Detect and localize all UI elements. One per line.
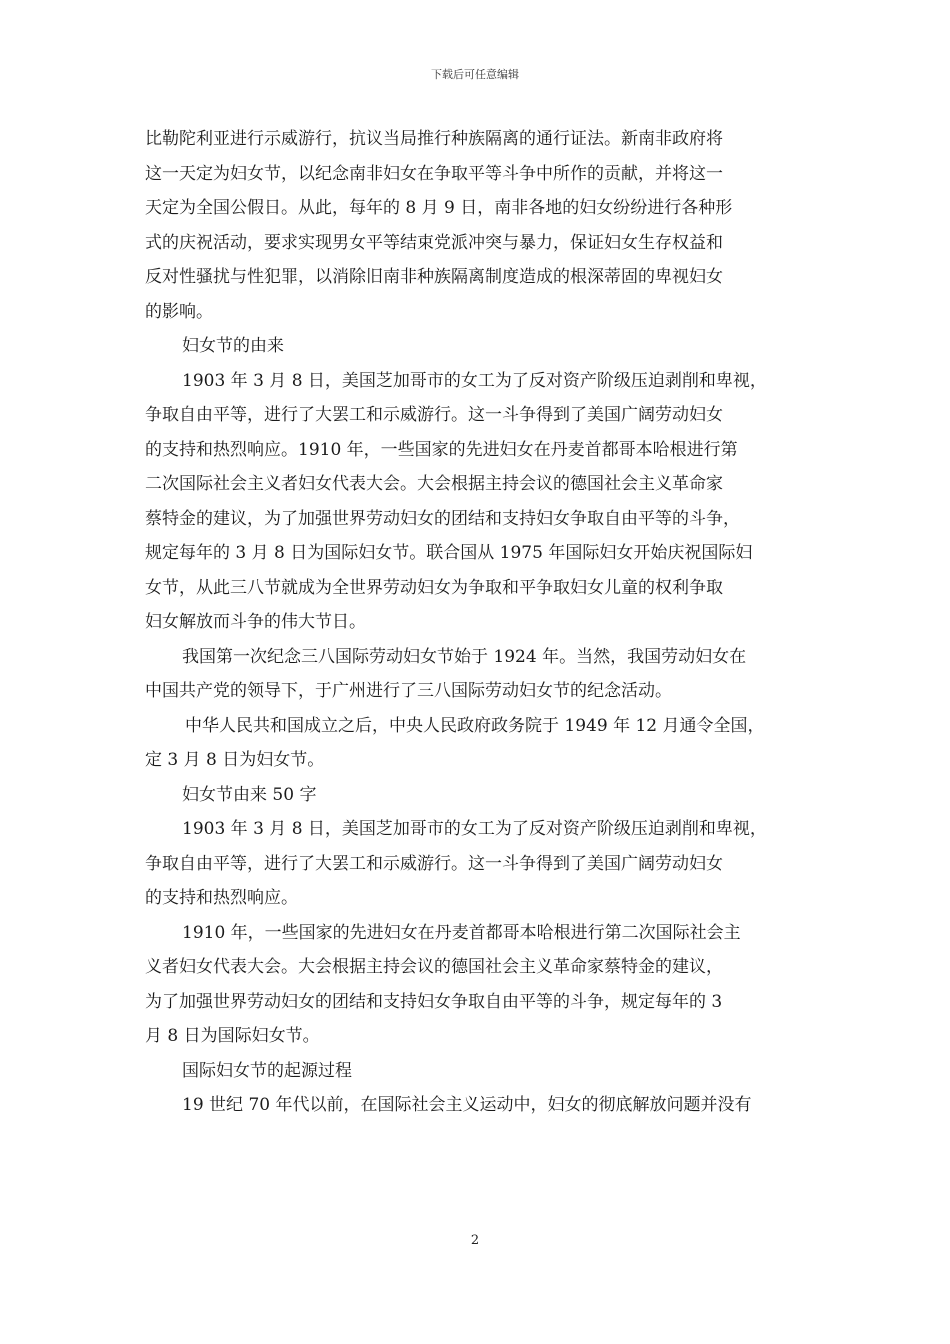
text-line: 我国第一次纪念三八国际劳动妇女节始于 1924 年。当然，我国劳动妇女在 <box>182 646 747 667</box>
text-line: 这一天定为妇女节，以纪念南非妇女在争取平等斗争中所作的贡献，并将这一 <box>145 163 723 184</box>
text-line: 义者妇女代表大会。大会根据主持会议的德国社会主义革命家蔡特金的建议， <box>145 957 723 977</box>
text-line: 规定每年的 3 月 8 日为国际妇女节。联合国从 1975 年国际妇女开始庆祝国际妇 <box>145 543 753 563</box>
section-heading: 妇女节由来 50 字 <box>182 784 317 805</box>
text-line: 比勒陀利亚进行示威游行，抗议当局推行种族隔离的通行证法。新南非政府将 <box>145 129 723 149</box>
text-line: 中国共产党的领导下，于广州进行了三八国际劳动妇女节的纪念活动。 <box>145 681 672 701</box>
document-body <box>145 122 813 1123</box>
text-line: 蔡特金的建议，为了加强世界劳动妇女的团结和支持妇女争取自由平等的斗争， <box>145 508 740 529</box>
text-line: 为了加强世界劳动妇女的团结和支持妇女争取自由平等的斗争，规定每年的 3 <box>145 991 723 1012</box>
text-line: 的支持和热烈响应。 <box>145 888 298 908</box>
text-line: 反对性骚扰与性犯罪，以消除旧南非种族隔离制度造成的根深蒂固的卑视妇女 <box>145 267 723 287</box>
text-line: 中华人民共和国成立之后，中央人民政府政务院于 1949 年 12 月通令全国， <box>185 715 765 736</box>
text-line: 女节，从此三八节就成为全世界劳动妇女为争取和平争取妇女儿童的权利争取 <box>145 577 723 598</box>
text-line: 二次国际社会主义者妇女代表大会。大会根据主持会议的德国社会主义革命家 <box>145 474 723 494</box>
section-heading: 国际妇女节的起源过程 <box>182 1060 352 1081</box>
text-line: 1903 年 3 月 8 日，美国芝加哥市的女工为了反对资产阶级压迫剥削和卑视， <box>182 819 767 839</box>
text-line: 1910 年，一些国家的先进妇女在丹麦首都哥本哈根进行第二次国际社会主 <box>182 922 741 943</box>
text-line: 19 世纪 70 年代以前，在国际社会主义运动中，妇女的彻底解放问题并没有 <box>182 1095 752 1115</box>
text-line: 定 3 月 8 日为妇女节。 <box>145 750 325 770</box>
text-line: 争取自由平等，进行了大罢工和示威游行。这一斗争得到了美国广阔劳动妇女 <box>145 405 723 425</box>
text-line: 月 8 日为国际妇女节。 <box>145 1026 320 1046</box>
text-line: 1903 年 3 月 8 日，美国芝加哥市的女工为了反对资产阶级压迫剥削和卑视， <box>182 370 767 391</box>
text-line: 妇女解放而斗争的伟大节日。 <box>145 612 366 632</box>
text-line: 式的庆祝活动，要求实现男女平等结束党派冲突与暴力，保证妇女生存权益和 <box>145 232 723 253</box>
text-line: 争取自由平等，进行了大罢工和示威游行。这一斗争得到了美国广阔劳动妇女 <box>145 853 723 874</box>
section-heading: 妇女节的由来 <box>182 336 284 356</box>
page-header: 下载后可任意编辑 <box>431 68 519 81</box>
page-number: 2 <box>470 1233 480 1248</box>
text-line: 的支持和热烈响应。1910 年，一些国家的先进妇女在丹麦首都哥本哈根进行第 <box>145 439 738 460</box>
text-line: 天定为全国公假日。从此，每年的 8 月 9 日，南非各地的妇女纷纷进行各种形 <box>145 198 733 218</box>
text-line: 的影响。 <box>145 301 213 322</box>
